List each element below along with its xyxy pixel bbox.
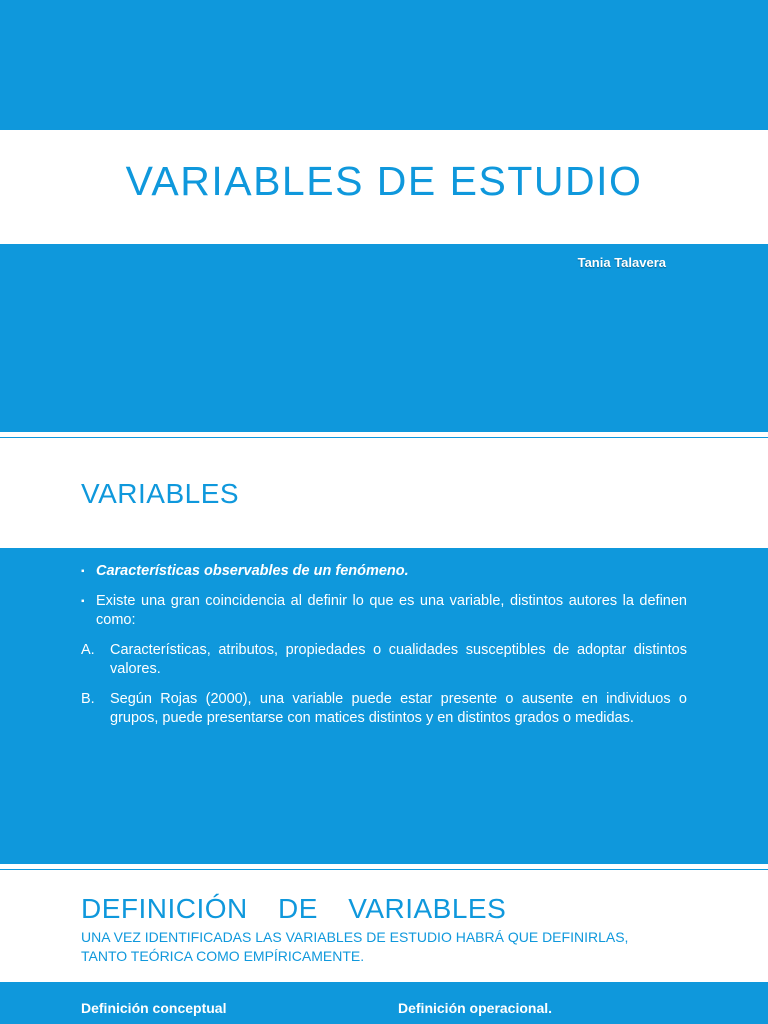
bullet-item [81,562,687,581]
author-name: Tania Talavera [577,255,666,270]
slide-subtitle: UNA VEZ IDENTIFICADAS LAS VARIABLES DE ESTUDIO HABRÁ QUE DEFINIRLAS, TANTO TEÓRICA COMO EMPÍRICAMENTE. [81,929,629,964]
list-item [81,641,687,679]
column-heading-operacional: Definición operacional. [398,1000,553,1016]
slide-separator [0,432,768,444]
slide-body [81,562,687,739]
list-item [81,690,687,728]
slide-title-text: VARIABLES DE ESTUDIO [125,158,643,204]
bullet-text: Existe una gran coincidencia al definir lo que es una variable, distintos autores la definen como: [96,593,687,628]
list-marker: A. [81,642,95,658]
list-text: Según Rojas (2000), una variable puede estar presente o ausente en individuos o grupos, puede presentarse con matices distintos y en distintos grados o medidas. [110,691,687,726]
slide-heading: DEFINICIÓN DE VARIABLES [81,893,507,924]
list-marker: B. [81,691,95,707]
bullet-text: Características observables de un fenómeno. [96,563,409,579]
column-heading-conceptual: Definición conceptual [81,1000,227,1016]
bullet-item [81,592,687,630]
slide-variables [0,444,768,864]
bullet-icon: ▪ [81,596,85,607]
slide-heading: VARIABLES [81,478,240,509]
slide-definicion [0,876,768,1024]
slide-title [0,0,768,432]
bullet-icon: ▪ [81,566,85,577]
slide-separator [0,864,768,876]
list-text: Características, atributos, propiedades o cualidades susceptibles de adoptar distintos valores. [110,642,687,677]
